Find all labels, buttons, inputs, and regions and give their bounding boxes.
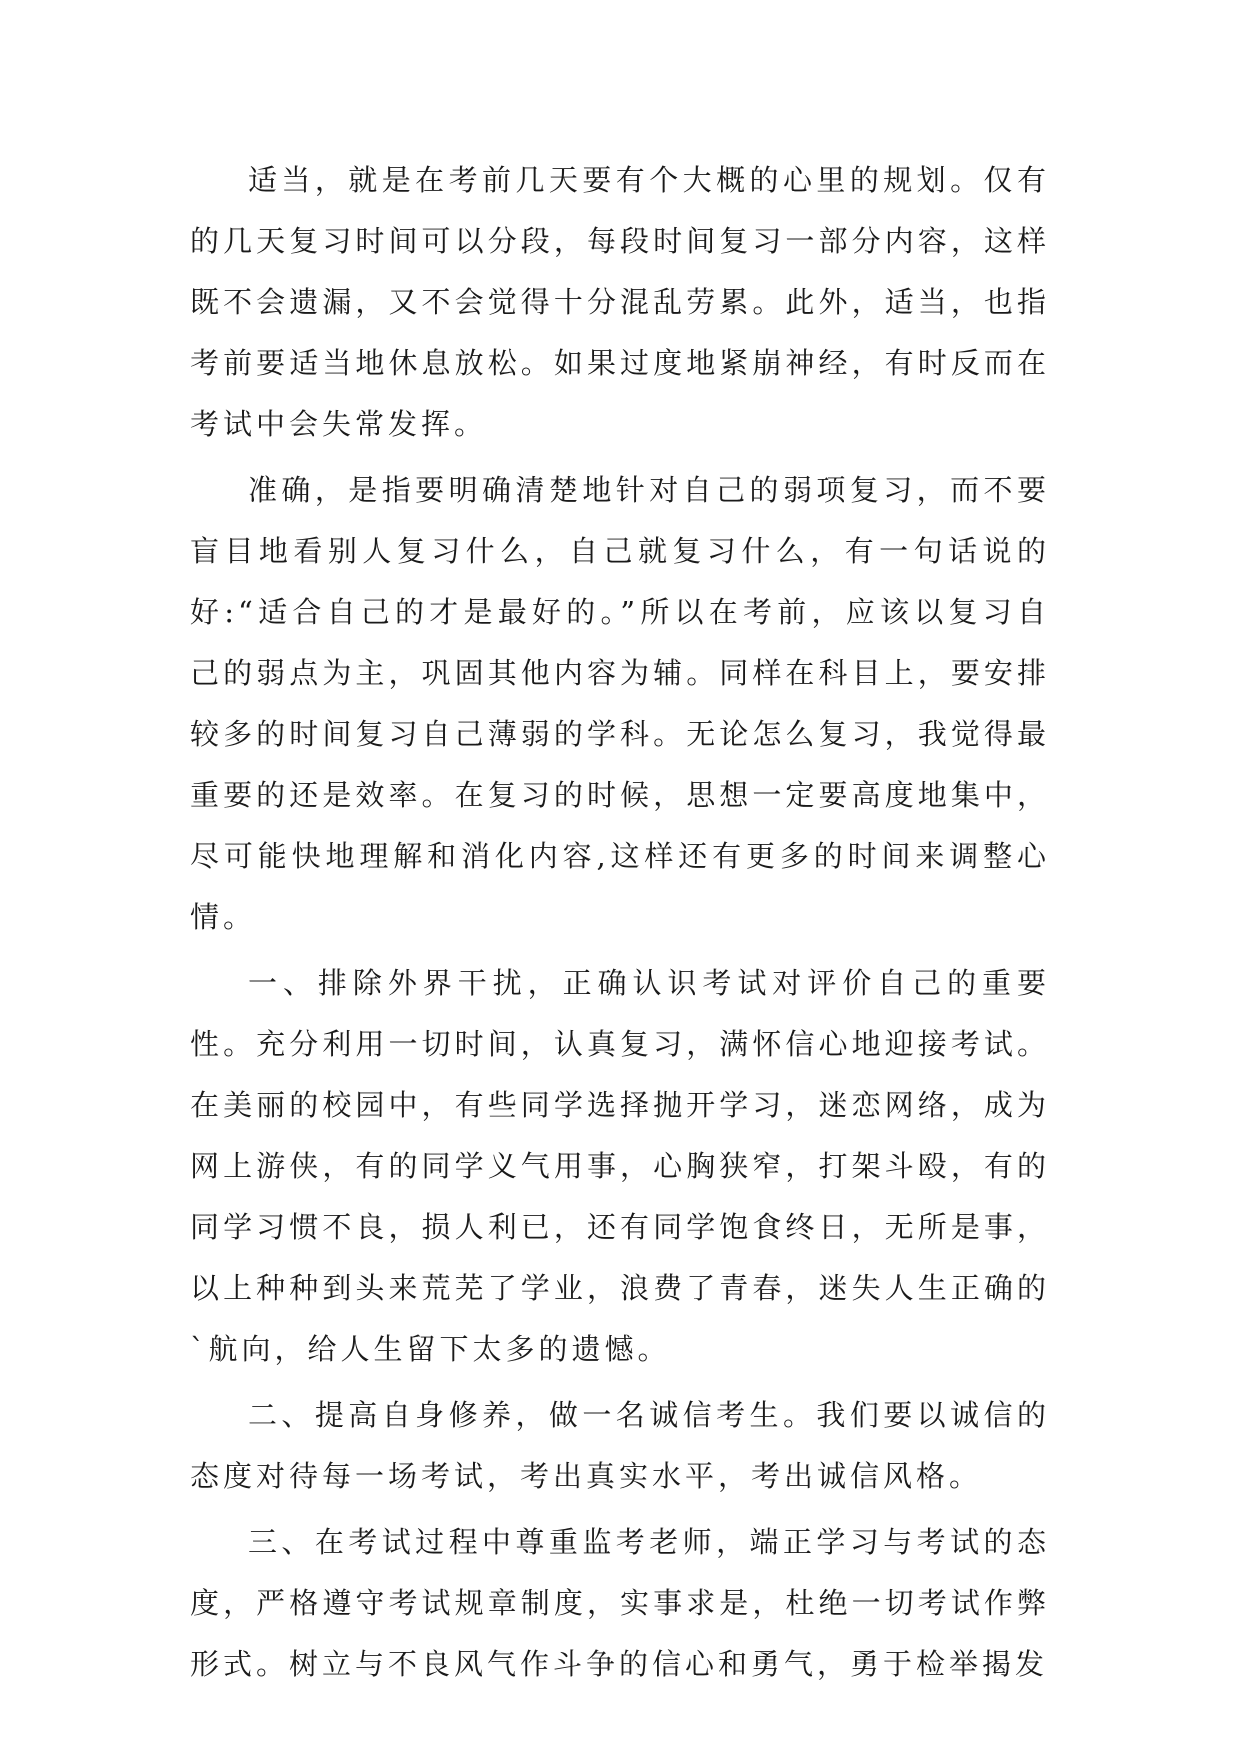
paragraph-point-one: 一、排除外界干扰，正确认识考试对评价自己的重要性。充分利用一切时间，认真复习，满怀信心地迎接考试。在美丽的校园中，有些同学选择抛开学习，迷恋网络，成为网上游侠，有的同学义气用事，心胸狭窄，打架斗殴，有的同学习惯不良，损人利已，还有同学饱食终日，无所是事，以上种种到头来荒芜了学业，浪费了青春，迷失人生正确的`航向，给人生留下太多的遗憾。: [190, 966, 1050, 1366]
paragraph-point-two: 二、提高自身修养，做一名诚信考生。我们要以诚信的态度对待每一场考试，考出真实水平，考出诚信风格。: [190, 1398, 1050, 1493]
paragraph-point-three: 三、在考试过程中尊重监考老师，端正学习与考试的态度，严格遵守考试规章制度，实事求是，杜绝一切考试作弊形式。树立与不良风气作斗争的信心和勇气，勇于检举揭发: [190, 1525, 1050, 1681]
paragraph-appropriate: 适当，就是在考前几天要有个大概的心里的规划。仅有的几天复习时间可以分段，每段时间复习一部分内容，这样既不会遗漏，又不会觉得十分混乱劳累。此外，适当，也指考前要适当地休息放松。如果过度地紧崩神经，有时反而在考试中会失常发挥。: [190, 163, 1050, 441]
paragraph-accurate: 准确，是指要明确清楚地针对自己的弱项复习，而不要盲目地看别人复习什么，自己就复习什么，有一句话说的好:“适合自己的才是最好的。”所以在考前，应该以复习自己的弱点为主，巩固其他内容为辅。同样在科目上，要安排较多的时间复习自己薄弱的学科。无论怎么复习，我觉得最重要的还是效率。在复习的时候，思想一定要高度地集中，尽可能快地理解和消化内容,这样还有更多的时间来调整心情。: [190, 473, 1050, 934]
document-page: [190, 150, 1050, 1700]
